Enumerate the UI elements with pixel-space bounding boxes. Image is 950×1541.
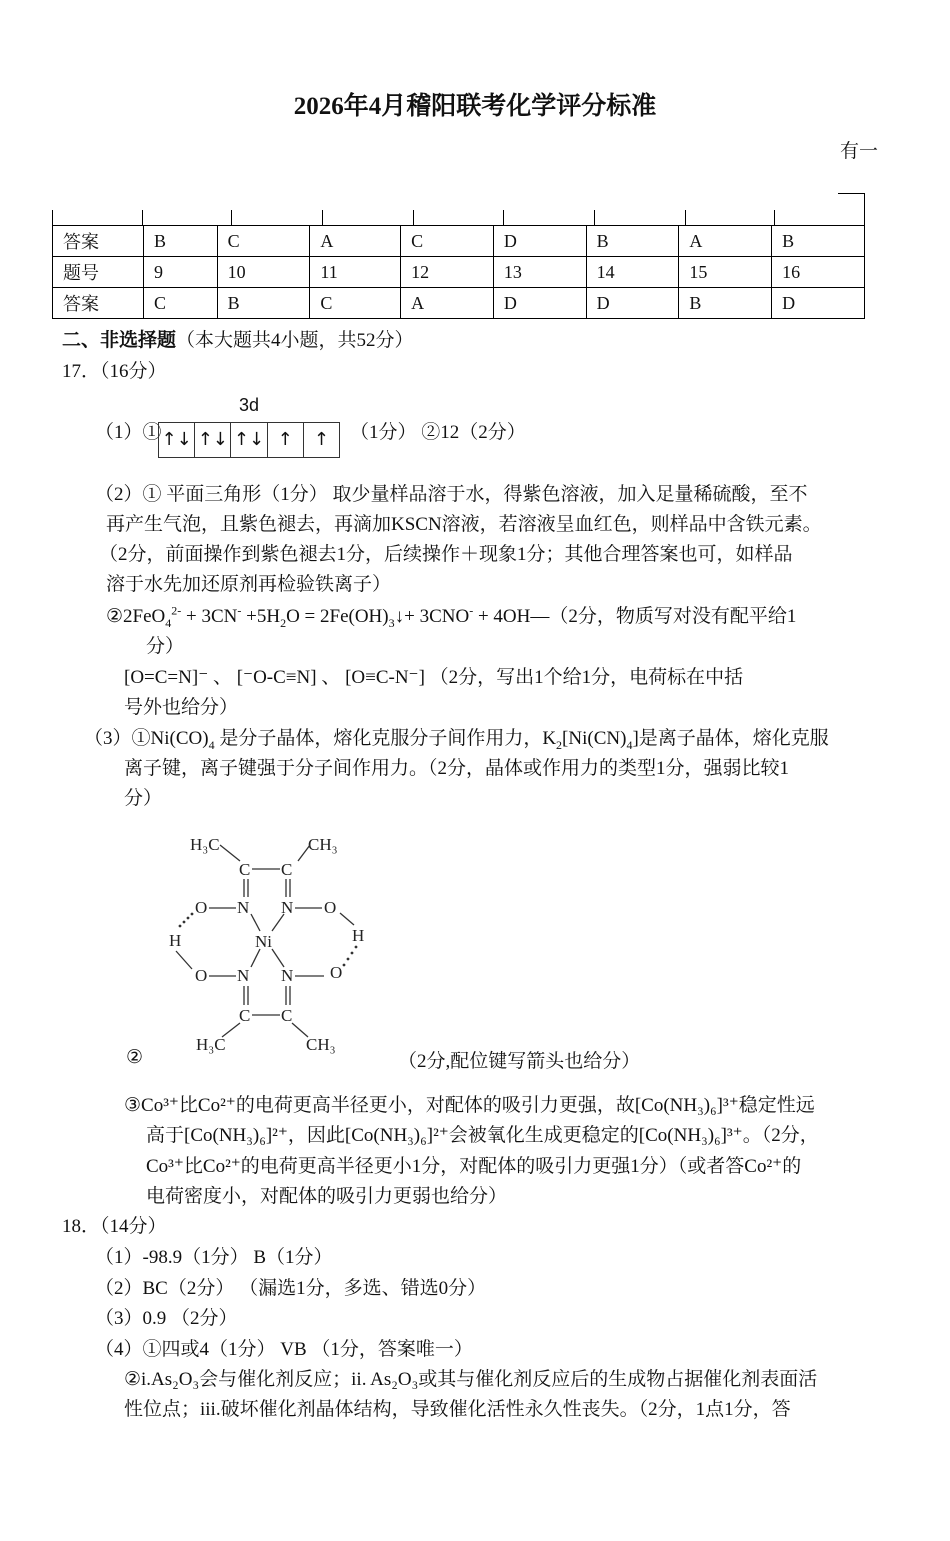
orbital-diagram — [158, 422, 340, 458]
page-title: 2026年4月稽阳联考化学评分标准 — [293, 93, 657, 120]
q18-line: 性位点；iii.破坏催化剂晶体结构，导致催化活性永久性丧失。（2分，1点1分，答 — [124, 1399, 791, 1420]
table-cell: 答案 — [53, 226, 144, 257]
equation-note: （2分，物质写对没有配平给1 — [549, 606, 797, 627]
table-stub — [142, 210, 143, 226]
table-stub — [685, 210, 686, 226]
orbital-box: ↑↓ — [231, 423, 267, 457]
q17-p3-3-line: ③Co³⁺比Co²⁺的电荷更高半径更小，对配体的吸引力更强，故[Co(NH₃)₆]³⁺稳定性远 — [124, 1095, 815, 1116]
q17-header: 17．（16分） — [62, 361, 167, 382]
atom-label: CH₃ — [306, 1035, 336, 1054]
atom-label: N — [237, 898, 250, 917]
table-stub — [594, 210, 595, 226]
q17-p1-prefix: （1）① — [95, 422, 162, 443]
table-cell: C — [401, 226, 494, 257]
section-heading — [62, 325, 414, 352]
atom-label: Ni — [255, 932, 272, 951]
q18-header: 18．（14分） — [62, 1216, 167, 1237]
table-row — [53, 288, 865, 319]
q17-p2b-cont: 分） — [146, 636, 185, 657]
q17-p1-suffix: （1分） ②12（2分） — [350, 422, 526, 443]
orbital-box: ↑↓ — [159, 423, 195, 457]
corner-note: 有一 — [839, 141, 878, 162]
table-stub — [413, 210, 414, 226]
atom-label: N — [281, 966, 294, 985]
table-cell: 16 — [772, 257, 865, 288]
q17-p3-3-line: 高于[Co(NH₃)₆]²⁺，因此[Co(NH₃)₆]²⁺会被氧化生成更稳定的[Co(NH₃)₆]³⁺。（2分， — [146, 1125, 819, 1146]
table-cell: A — [679, 226, 772, 257]
table-cell: A — [401, 288, 494, 319]
q17-p3-2-prefix: ② — [126, 1047, 144, 1068]
q17-p2-line: 溶于水先加还原剂再检验铁离子） — [106, 574, 392, 595]
table-cell: D — [493, 226, 586, 257]
atom-label: N — [281, 898, 294, 917]
atom-label: H₃C — [196, 1035, 226, 1054]
table-cell: D — [772, 288, 865, 319]
table-cell: B — [772, 226, 865, 257]
table-stub — [503, 210, 504, 226]
q18-line: （1）-98.9（1分） B（1分） — [95, 1247, 333, 1268]
table-row — [53, 257, 865, 288]
q17-p3-2-suffix: （2分,配位键写箭头也给分） — [398, 1051, 641, 1072]
table-cell: A — [310, 226, 401, 257]
q17-p2c-line: [O=C=N]⁻ 、 [⁻O-C≡N] 、 [O≡C-N⁻] （2分，写出1个给1分，电荷标在中括 — [124, 667, 744, 688]
table-stub — [231, 210, 232, 226]
table-cell: 题号 — [53, 257, 144, 288]
atom-label: O — [195, 966, 208, 985]
table-cell: B — [144, 226, 218, 257]
orbital-box: ↑ — [268, 423, 304, 457]
section-title: 二、非选择题 — [62, 330, 177, 351]
table-cell: D — [586, 288, 679, 319]
q17-p2-line: （2分，前面操作到紫色褪去1分，后续操作＋现象1分；其他合理答案也可，如样品 — [99, 544, 793, 565]
table-cell: 14 — [586, 257, 679, 288]
q17-p3-line: 离子键，离子键强于分子间作用力。（2分，晶体或作用力的类型1分，强弱比较1 — [124, 758, 790, 779]
atom-label: O — [195, 898, 208, 917]
table-cell: D — [493, 288, 586, 319]
table-cell: 15 — [679, 257, 772, 288]
q17-p3-3-line: Co³⁺比Co²⁺的电荷更高半径更小1分，对配体的吸引力更强1分）（或者答Co²⁺的 — [146, 1156, 802, 1177]
table-cell: B — [217, 288, 310, 319]
q17-p2c-line: 号外也给分） — [124, 697, 239, 718]
atom-label: C — [239, 1006, 251, 1025]
orbital-label: 3d — [239, 395, 260, 415]
q17-equation: ②2FeO$_4^{2-}$ + $3CN^- +5H_2O$ = $2Fe(OH)_3↓+ 3CNO^-$ + 4OH—（2分，物质写对没有配平给1 — [106, 603, 797, 630]
q18-line: （2）BC（2分） （漏选1分，多选、错选0分） — [95, 1278, 487, 1299]
orbital-box: ↑↓ — [195, 423, 231, 457]
table-cell: B — [586, 226, 679, 257]
table-stub — [52, 210, 53, 226]
table-cell: 12 — [401, 257, 494, 288]
table-cell: C — [217, 226, 310, 257]
q17-p2-line: （2）① 平面三角形（1分） 取少量样品溶于水，得紫色溶液，加入足量稀硫酸，至不 — [95, 484, 808, 505]
table-cell: 11 — [310, 257, 401, 288]
atom-label: H — [352, 926, 365, 945]
atom-label: H — [169, 931, 182, 950]
atom-label: H₃C — [190, 835, 220, 854]
atom-label: C — [281, 1006, 293, 1025]
q17-p3-line: $(3)①Ni(CO)_4$ 是分子晶体，熔化克服分子间作用力，$K_2[Ni(CN)_4]$是离子晶体，熔化克服 — [84, 728, 829, 752]
atom-label: CH₃ — [308, 835, 338, 854]
q17-p3-3-line: 电荷密度小，对配体的吸引力更弱也给分） — [146, 1186, 508, 1207]
corner-bracket — [838, 193, 865, 226]
atom-label: N — [237, 966, 250, 985]
ni-dmg-structure — [160, 825, 380, 1060]
table-cell: 10 — [217, 257, 310, 288]
table-cell: C — [144, 288, 218, 319]
table-cell: B — [679, 288, 772, 319]
atom-label: O — [330, 963, 343, 982]
answer-table — [52, 225, 865, 319]
atom-label: O — [324, 898, 337, 917]
q17-p3-line: 分） — [124, 788, 163, 809]
q18-line: （4）①四或4（1分） VB （1分，答案唯一） — [95, 1339, 473, 1360]
table-cell: 9 — [144, 257, 218, 288]
table-row — [53, 226, 865, 257]
q17-p2-line: 再产生气泡，且紫色褪去，再滴加KSCN溶液，若溶液呈血红色，则样品中含铁元素。 — [106, 514, 822, 535]
orbital-box: ↑ — [313, 429, 329, 450]
table-cell: 13 — [493, 257, 586, 288]
table-stub — [322, 210, 323, 226]
atom-label: C — [281, 860, 293, 879]
atom-label: C — [239, 860, 251, 879]
table-cell: 答案 — [53, 288, 144, 319]
q18-line: （3）0.9 （2分） — [95, 1308, 238, 1329]
table-cell: C — [310, 288, 401, 319]
q18-line: ②i.As₂O₃会与催化剂反应；ii. As₂O₃或其与催化剂反应后的生成物占据催化剂表面活 — [124, 1369, 818, 1390]
table-stub — [774, 210, 775, 226]
section-note: （本大题共4小题，共52分） — [176, 330, 414, 351]
